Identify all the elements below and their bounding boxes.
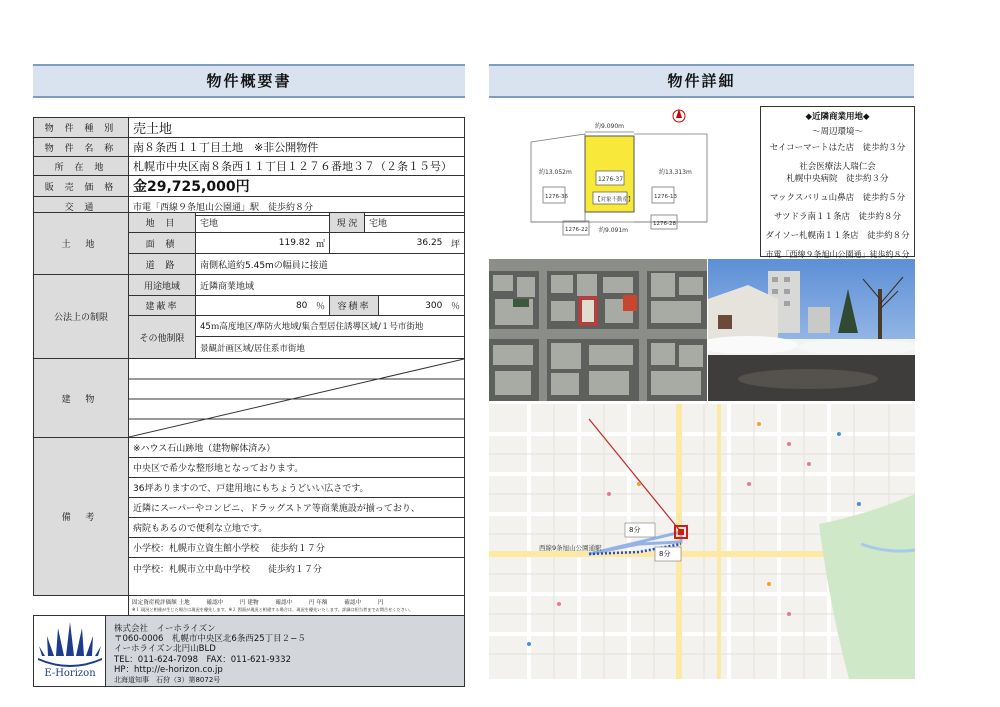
company-info — [114, 624, 306, 685]
area-tsubo-cell — [329, 232, 465, 254]
row-price — [34, 176, 465, 197]
other-restrictions-line-1: 45ｍ高度地区/準防火地域/集合型居住誘導区域/１号市街地 — [195, 315, 465, 337]
plot-lot-right: 1276-13 — [654, 194, 677, 200]
bcr-label: 建蔽率 — [128, 295, 196, 316]
site-street-photo — [708, 259, 915, 401]
location-value: 札幌市中央区南８条西１１丁目１２７６番地３７（２条１５号） — [129, 157, 465, 176]
lot-layout-drawing — [489, 104, 755, 256]
aerial-photo — [489, 259, 707, 401]
plot-diagram — [489, 104, 755, 256]
company-website[interactable]: HP：http://e-horizon.co.jp — [114, 664, 223, 675]
remarks-line-1: ※ハウス石山跡地（建物解体済み） — [128, 437, 465, 458]
property-type-value: 売土地 — [129, 118, 465, 138]
use-zone-value: 近隣商業地域 — [195, 274, 465, 296]
area-sqm-value: 119.82 — [278, 238, 311, 248]
area-label: 面 積 — [128, 232, 196, 254]
plot-lot-bottom-left: 1276-22 — [565, 227, 588, 233]
nearby-subheader: ～周辺環境～ — [811, 127, 863, 137]
far-cell — [378, 295, 465, 316]
e-horizon-logo-icon — [34, 616, 106, 670]
overview-table — [33, 117, 465, 216]
other-restrictions-label: その他制限 — [128, 315, 196, 359]
genkyo-label: 現 況 — [329, 212, 365, 233]
nearby-item-6: ダイソー札幌南１１条店 徒歩約８分 — [765, 231, 910, 241]
road-label: 道 路 — [128, 253, 196, 275]
company-name: 株式会社 イーホライズン — [114, 624, 216, 634]
north-arrow-icon — [673, 109, 685, 122]
tax-assessment-row — [128, 595, 465, 616]
remarks-line-4: 近隣にスーパーやコンビニ、ドラッグストア等商業施設が揃っており、 — [128, 497, 465, 518]
plot-right-depth: 約13.313m — [659, 169, 692, 176]
bcr-value: 80 — [295, 300, 308, 311]
plot-target-label: 【対象不動産】 — [595, 197, 634, 203]
aerial-photo-illustration — [489, 259, 707, 401]
area-sqm-unit: ㎡ — [315, 239, 325, 250]
remarks-line-2: 中央区で希少な整形地となっております。 — [128, 457, 465, 478]
map-walk-time-a: 8分 — [629, 526, 641, 534]
genkyo-value: 宅地 — [364, 212, 465, 233]
nearby-item-4: マックスバリュ山鼻店 徒歩約５分 — [769, 193, 906, 203]
road-value: 南側私道約5.45mの幅員に接道 — [195, 253, 465, 275]
nearby-header: ◆近隣商業用地◆ — [805, 112, 870, 122]
other-restrictions-line-2: 景観計画区域/居住系市街地 — [195, 336, 465, 359]
plot-bottom-width: 約9.091m — [599, 227, 629, 234]
map-walk-time-b: 8分 — [659, 550, 671, 558]
remarks-line-5: 病院もあるので便利な立地です。 — [128, 517, 465, 538]
far-unit: ％ — [450, 302, 460, 312]
area-street-map — [489, 404, 915, 679]
plot-lot-left: 1276-36 — [545, 194, 568, 200]
transport-value: 市電「西線９条旭山公園通」駅 徒歩約８分 — [129, 197, 465, 216]
price-value: 金29,725,000円 — [129, 176, 465, 197]
company-building: イーホライズン北円山BLD — [114, 644, 216, 655]
right-page-title: 物件詳細 — [489, 64, 914, 98]
company-license: 北海道知事 石狩（3）第8072号 — [114, 676, 221, 685]
far-value: 300 — [425, 300, 443, 311]
company-logo — [34, 616, 106, 686]
nearby-item-2: 社会医療法人瑞仁会 — [799, 162, 876, 172]
legal-section-label: 公法上の制限 — [33, 274, 129, 359]
land-section-label: 土 地 — [33, 212, 129, 275]
far-label: 容積率 — [329, 295, 379, 316]
nearby-item-7: 市電「西線９条旭山公園通」徒歩約８分 — [765, 250, 910, 259]
left-page-title: 物件概要書 — [33, 64, 465, 98]
company-tel-fax: TEL：011-624-7098 FAX：011-621-9332 — [114, 654, 291, 665]
plot-target-lot: 1276-37 — [598, 176, 624, 183]
property-name-label: 物 件 名 称 — [34, 138, 129, 157]
property-name-value: 南８条西１１丁目土地 ※非公開物件 — [129, 138, 465, 157]
area-tsubo-value: 36.25 — [416, 238, 443, 248]
chimoku-value: 宅地 — [195, 212, 330, 233]
row-property-name — [34, 138, 465, 157]
building-empty-area — [128, 358, 465, 438]
use-zone-label: 用途地域 — [128, 274, 196, 296]
plot-top-width: 約9.090m — [595, 123, 625, 130]
remarks-line-6: 小学校：札幌市立資生館小学校 徒歩約１７分 — [128, 537, 465, 558]
building-section-label: 建 物 — [33, 358, 129, 438]
row-property-type — [34, 118, 465, 138]
map-station-label: 西線9条旭山公園通駅 — [539, 544, 602, 552]
tax-assessment-note: ※１ 現況と相違が生じた場合は現況を優先します。※２ 図面が現況と相違する場合は、現況を優先いたします。詳細は担当者までお問合せください。 — [132, 606, 414, 612]
bcr-unit: ％ — [315, 302, 325, 312]
nearby-item-3: 札幌中央病院 徒歩約３分 — [786, 174, 889, 184]
map-site-marker-icon — [678, 529, 684, 535]
property-type-label: 物 件 種 別 — [34, 118, 129, 138]
logo-wordmark: E-Horizon — [44, 668, 96, 679]
remarks-line-7: 中学校：札幌市立中島中学校 徒歩約１７分 — [128, 557, 465, 596]
area-sqm-cell — [195, 232, 330, 254]
area-tsubo-unit: 坪 — [450, 239, 460, 250]
tax-assessment-line: 固定資産税評価額 土地 確認中 円 建物 確認中 円 年額 確認中 円 — [132, 599, 384, 606]
building-strike-lines — [129, 359, 464, 437]
nearby-item-5: サツドラ南１１条店 徒歩約８分 — [774, 212, 901, 222]
nearby-item-1: セイコーマートはた店 徒歩約３分 — [769, 143, 906, 153]
plot-left-depth: 約13.052m — [539, 169, 572, 176]
chimoku-label: 地 目 — [128, 212, 196, 233]
location-label: 所 在 地 — [34, 157, 129, 176]
plot-lot-bottom-right: 1276-28 — [653, 221, 676, 227]
company-block — [33, 615, 465, 687]
transport-label: 交 通 — [34, 197, 129, 216]
site-street-illustration — [708, 259, 915, 401]
bcr-cell — [195, 295, 330, 316]
remarks-section-label: 備 考 — [33, 437, 129, 596]
area-street-map-drawing — [489, 404, 915, 679]
company-address: 〒060-0006 札幌市中央区北6条西25丁目２−５ — [114, 634, 306, 645]
nearby-facilities-box — [760, 106, 915, 257]
row-location — [34, 157, 465, 176]
remarks-line-3: 36坪ありますので、戸建用地にもちょうどいい広さです。 — [128, 477, 465, 498]
price-label: 販 売 価 格 — [34, 176, 129, 197]
